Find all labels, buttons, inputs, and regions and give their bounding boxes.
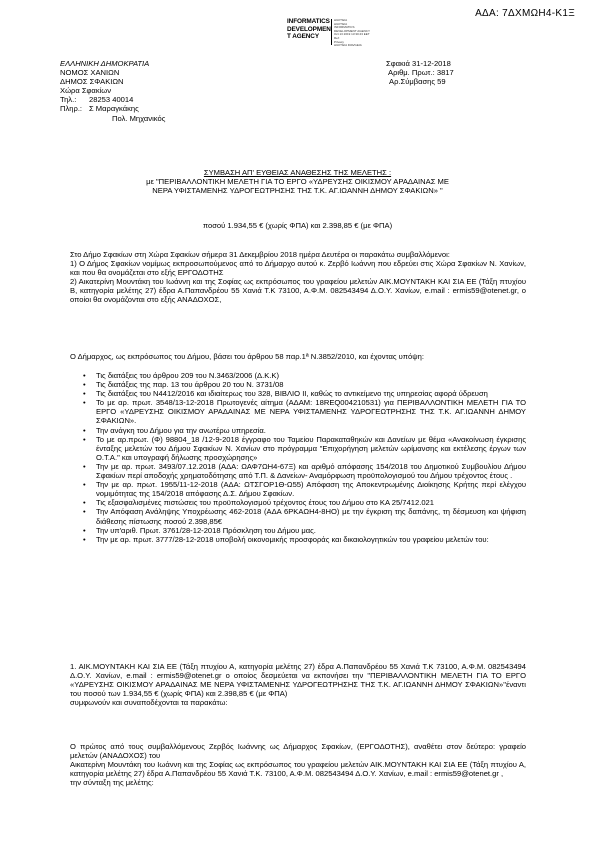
reference-block [386,59,454,86]
info-row [60,104,165,113]
info-value: Σ Μαραγκάκης [89,104,139,114]
logo-small-line: Ref: [334,35,340,40]
logo-small-line: ΔΙΑΥΓΕΙΑ [334,21,348,26]
logo-small-line: Privacy [334,39,344,44]
phone-row [60,95,165,104]
intro-section [70,250,526,305]
contractor-paragraph: Αικατερίνη Μουντάκη του Ιωάννη και της Σοφίας ως εκπρόσωπος του γραφείου μελετών ΑΙΚ.ΜΟΥΝΤΑΚΗ ΚΑΙ ΣΙΑ ΕΕ (Τάξη πτυχίου Α, κατηγορία μελέτης 27) έδρα Α.Παπανδρέου 55 Χανιά Τ.Κ. 73100, Α.Φ.Μ. 082543494 Δ.Ο.Υ. Χανίων, e.mail : ermis59@otenet.gr , [70,760,526,779]
closing-paragraph: Ο πρώτος από τους συμβαλλόμενους Ζερβός Ιωάννης ως Δήμαρχος Σφακίων, (ΕΡΓΟΔΟΤΗΣ), αναθέτει στον δεύτερο: γραφείο μελετών (ΑΝΑΔΟΧΟΣ) του [70,742,526,761]
list-item: • Την υπ'αριθ. Πρωτ. 3761/28-12-2018 Πρόσκληση του Δήμου μας. [83,526,526,535]
diavgeia-logo [287,18,377,46]
title-line-2: με "ΠΕΡΙΒΑΛΛΟΝΤΙΚΗ ΜΕΛΕΤΗ ΓΙΑ ΤΟ ΕΡΓΟ «ΥΔΡΕΥΣΗΣ ΟΙΚΙΣΜΟΥ ΑΡΑΔΑΙΝΑΣ ΜΕ [146,177,449,187]
logo-small-line: ΔΙΑΥΓΕΙΑ [334,18,348,22]
republic-line: ΕΛΛΗΝΙΚΗ ΔΗΜΟΚΡΑΤΙΑ [60,59,150,68]
list-item: • Την με αρ. πρωτ. 3493/07.12.2018 (ΑΔΑ: ΩΑΦ7ΩΗ4-67Ξ) και αριθμό απόφασης 154/2018 του Δημοτικού Συμβουλίου Δήμου Σφακίων περί αποδοχής χρηματοδότησης από Τ.Π. & Δανείων- Αναμόρφωση προϋπολογισμού του Δήμου τρέχοντος έτους . [83,462,526,480]
contract-number: Αρ.Σύμβασης 59 [389,77,446,87]
considerations-list [83,371,526,544]
party-two-paragraph: 2) Αικατερίνη Μουντάκη του Ιωάννη και της Σοφίας ως εκπρόσωπος του γραφείου μελετών ΑΙΚ.ΜΟΥΝΤΑΚΗ ΚΑΙ ΣΙΑ ΕΕ (Τάξη πτυχίου Β, κατηγορία μελέτης 27) έδρα Α.Παπανδρέου 55 Χανιά Τ.Κ 73100, Α.Φ.Μ. 082543494 Δ.Ο.Υ. Χανίων, e.mail : ermis59@otenet.gr, ο οποίοι θα ονομάζονται στο εξής ΑΝΑΔΟΧΟΣ, [70,277,526,305]
phone-label: Τηλ.: [60,95,77,105]
list-item: • Την Απόφαση Ανάληψης Υποχρέωσης 462-2018 (ΑΔΑ 6ΡΚΑΩΗ4-8ΗΟ) με την έγκριση της δαπάνης, τη δέσμευση και ψήφιση διάθεσης πίστωσης ποσού 2.398,85€ [83,507,526,525]
list-item: • Τις διατάξεις του Ν4412/2016 και ιδιαίτερως του 328, ΒΙΒΛΙΟ ΙΙ, καθώς το αντικείμενο της υπηρεσίας αφορά ύδρευση [83,389,526,398]
logo-small-line: DEVELOPMENT AGENCY [334,28,370,33]
logo-divider [331,19,332,45]
mayor-paragraph: Ο Δήμαρχος, ως εκπρόσωπος του Δήμου, βάσει του άρθρου 58 παρ.1ª Ν.3852/2010, και έχοντας υπόψη: [70,352,424,361]
info-role: Πολ. Μηχανικός [112,113,166,123]
title-line-1 [40,168,555,177]
title-line-3: ΝΕΡΑ ΥΦΙΣΤΑΜΕΝΗΣ ΥΔΡΟΓΕΩΤΡΗΣΗΣ ΤΗΣ Τ.Κ. ΑΓ.ΙΩΑΝΝΗ ΔΗΜΟΥ ΣΦΑΚΙΩΝ» " [152,186,443,196]
list-item: • Τις διατάξεις της παρ. 13 του άρθρου 20 του Ν. 3731/08 [83,380,526,389]
logo-line: DEVELOPMEN [287,25,331,33]
award-section [70,662,526,707]
ada-code: ΑΔΑ: 7ΔΧΜΩΗ4-Κ1Ξ [475,8,575,19]
prefecture-line: ΝΟΜΟΣ ΧΑΝΙΩΝ [60,68,120,78]
town-line: Χώρα Σφακίων [60,86,112,96]
list-item: • Τις εξασφαλισμένες πιστώσεις του προϋπολογισμού τρέχοντος έτους του Δήμου στο ΚΑ 25/7412.021 [83,498,526,507]
logo-line: T AGENCY [287,33,319,40]
study-line: την σύνταξη της μελέτης: [70,778,154,788]
closing-section [70,742,526,787]
list-item: • Την με αρ. πρωτ. 3777/28-12-2018 υποβολή οικονομικής προσφοράς και δικαιολογητικών του γραφείου μελετών του: [83,535,526,544]
award-paragraph: 1. ΑΙΚ.ΜΟΥΝΤΑΚΗ ΚΑΙ ΣΙΑ ΕΕ (Τάξη πτυχίου Α, κατηγορία μελέτης 27) έδρα Α.Παπανδρέου 55 Χανιά Τ.Κ 73100, Α.Φ.Μ. 082543494 Δ.Ο.Υ. Χανίων, e.mail : ermis59@otenet.gr ο οποίος δεσμεύεται να εκπονήσει την "ΠΕΡΙΒΑΛΛΟΝΤΙΚΗ ΜΕΛΕΤΗ ΓΙΑ ΤΟ ΕΡΓΟ «ΥΔΡΕΥΣΗΣ ΟΙΚΙΣΜΟΥ ΑΡΑΔΑΙΝΑΣ ΜΕ ΝΕΡΑ ΥΦΙΣΤΑΜΕΝΗΣ ΥΔΡΟΓΕΩΤΡΗΣΗΣ ΤΗΣ Τ.Κ. ΑΓ.ΙΩΑΝΝΗ ΔΗΜΟΥ ΣΦΑΚΙΩΝ»"έναντι του ποσού των 1.934,55 € (χωρίς ΦΠΑ) και 2.398,85 € (με ΦΠΑ) [70,662,526,699]
logo-small-text [334,19,378,48]
sender-block [60,59,165,123]
list-item: • Την ανάγκη του Δήμου για την ανωτέρω υπηρεσία. [83,426,526,435]
logo-line: INFORMATICS [287,18,330,25]
logo-text [287,18,331,41]
contract-amount: ποσού 1.934,55 € (χωρίς ΦΠΑ) και 2.398,85 € (με ΦΠΑ) [202,221,393,230]
list-item: • Τις διατάξεις του άρθρου 209 του Ν.3463/2006 (Δ.Κ.Κ) [83,371,526,380]
party-one-paragraph: 1) Ο Δήμος Σφακίων νομίμως εκπροσωπούμενος από το Δήμαρχο αυτού κ. Ζερβό Ιωάννη που εδρεύει στις Χώρα Σφακίων Ν. Χανίων, και που θα ονομάζεται στο εξής ΕΡΓΟΔΟΤΗΣ [70,259,526,278]
list-item: • Την με αρ. πρωτ. 1955/11-12-2018 (ΑΔΑ: ΩΤΣΓΟΡ1Θ-Ω55) Απόφαση της Αποκεντρωμένης Διοίκησης Κρήτης περί ελέγχου νομιμότητας της 154/2018 απόφασης Δ.Σ. Δήμου Σφακίων. [83,480,526,498]
date-line: Σφακιά 31-12-2018 [386,59,451,68]
info-label: Πληρ.: [60,104,83,114]
agreement-line: συμφωνούν και συναποδέχονται τα παρακάτω: [70,698,228,708]
logo-small-line: ΔΙΑΥΓΕΙΑ DIAVGEIA [334,43,362,48]
list-item: • Το με αρ. πρωτ. 3548/13-12-2018 Πρωτογενές αίτημα (ΑΔΑΜ: 18REQ004210531) για ΠΕΡΙΒΑΛΛΟΝΤΙΚΗ ΜΕΛΕΤΗ ΓΙΑ ΤΟ ΕΡΓΟ «ΥΔΡΕΥΣΗΣ ΟΙΚΙΣΜΟΥ ΑΡΑΔΑΙΝΑΣ ΜΕ ΝΕΡΑ ΥΦΙΣΤΑΜΕΝΗΣ ΥΔΡΟΓΕΩΤΡΗΣΗΣ ΤΗΣ Τ.Κ. ΑΓ.ΙΩΑΝΝΗ ΔΗΜΟΥ ΣΦΑΚΙΩΝ». [83,398,526,425]
intro-paragraph: Στο Δήμο Σφακίων στη Χώρα Σφακίων σήμερα 31 Δεκεμβρίου 2018 ημέρα Δευτέρα οι παρακάτω συμβαλλόμενοι: [70,250,450,259]
protocol-number: Αριθμ. Πρωτ.: 3817 [388,68,454,78]
list-item: • Το με αρ.πρωτ. (Φ) 98804_18 /12-9-2018 έγγραφο του Ταμείου Παρακαταθηκών και Δανείων με θέμα «Ανακοίνωση έγκρισης ένταξης μελετών του Δήμου Σφακίων Ν. Χανίων στο πρόγραμμα "Επιχορήγηση μελετών ωρίμανσης και εκτέλεσης έργων των Ο.Τ.Α." και υπογραφή δήλωσης προσχώρησης» [83,435,526,462]
municipality-line: ΔΗΜΟΣ ΣΦΑΚΙΩΝ [60,77,124,87]
phone-value: 28253 40014 [89,95,134,105]
title-heading: ΣΥΜΒΑΣΗ ΑΠ' ΕΥΘΕΙΑΣ ΑΝΑΘΕΣΗΣ ΤΗΣ ΜΕΛΕΤΗΣ : [203,168,392,177]
logo-small-line: INFORMATICS [334,25,355,30]
logo-small-line: Oct 13 2019 13:30:43 EET [334,32,370,37]
contract-title [40,168,555,196]
